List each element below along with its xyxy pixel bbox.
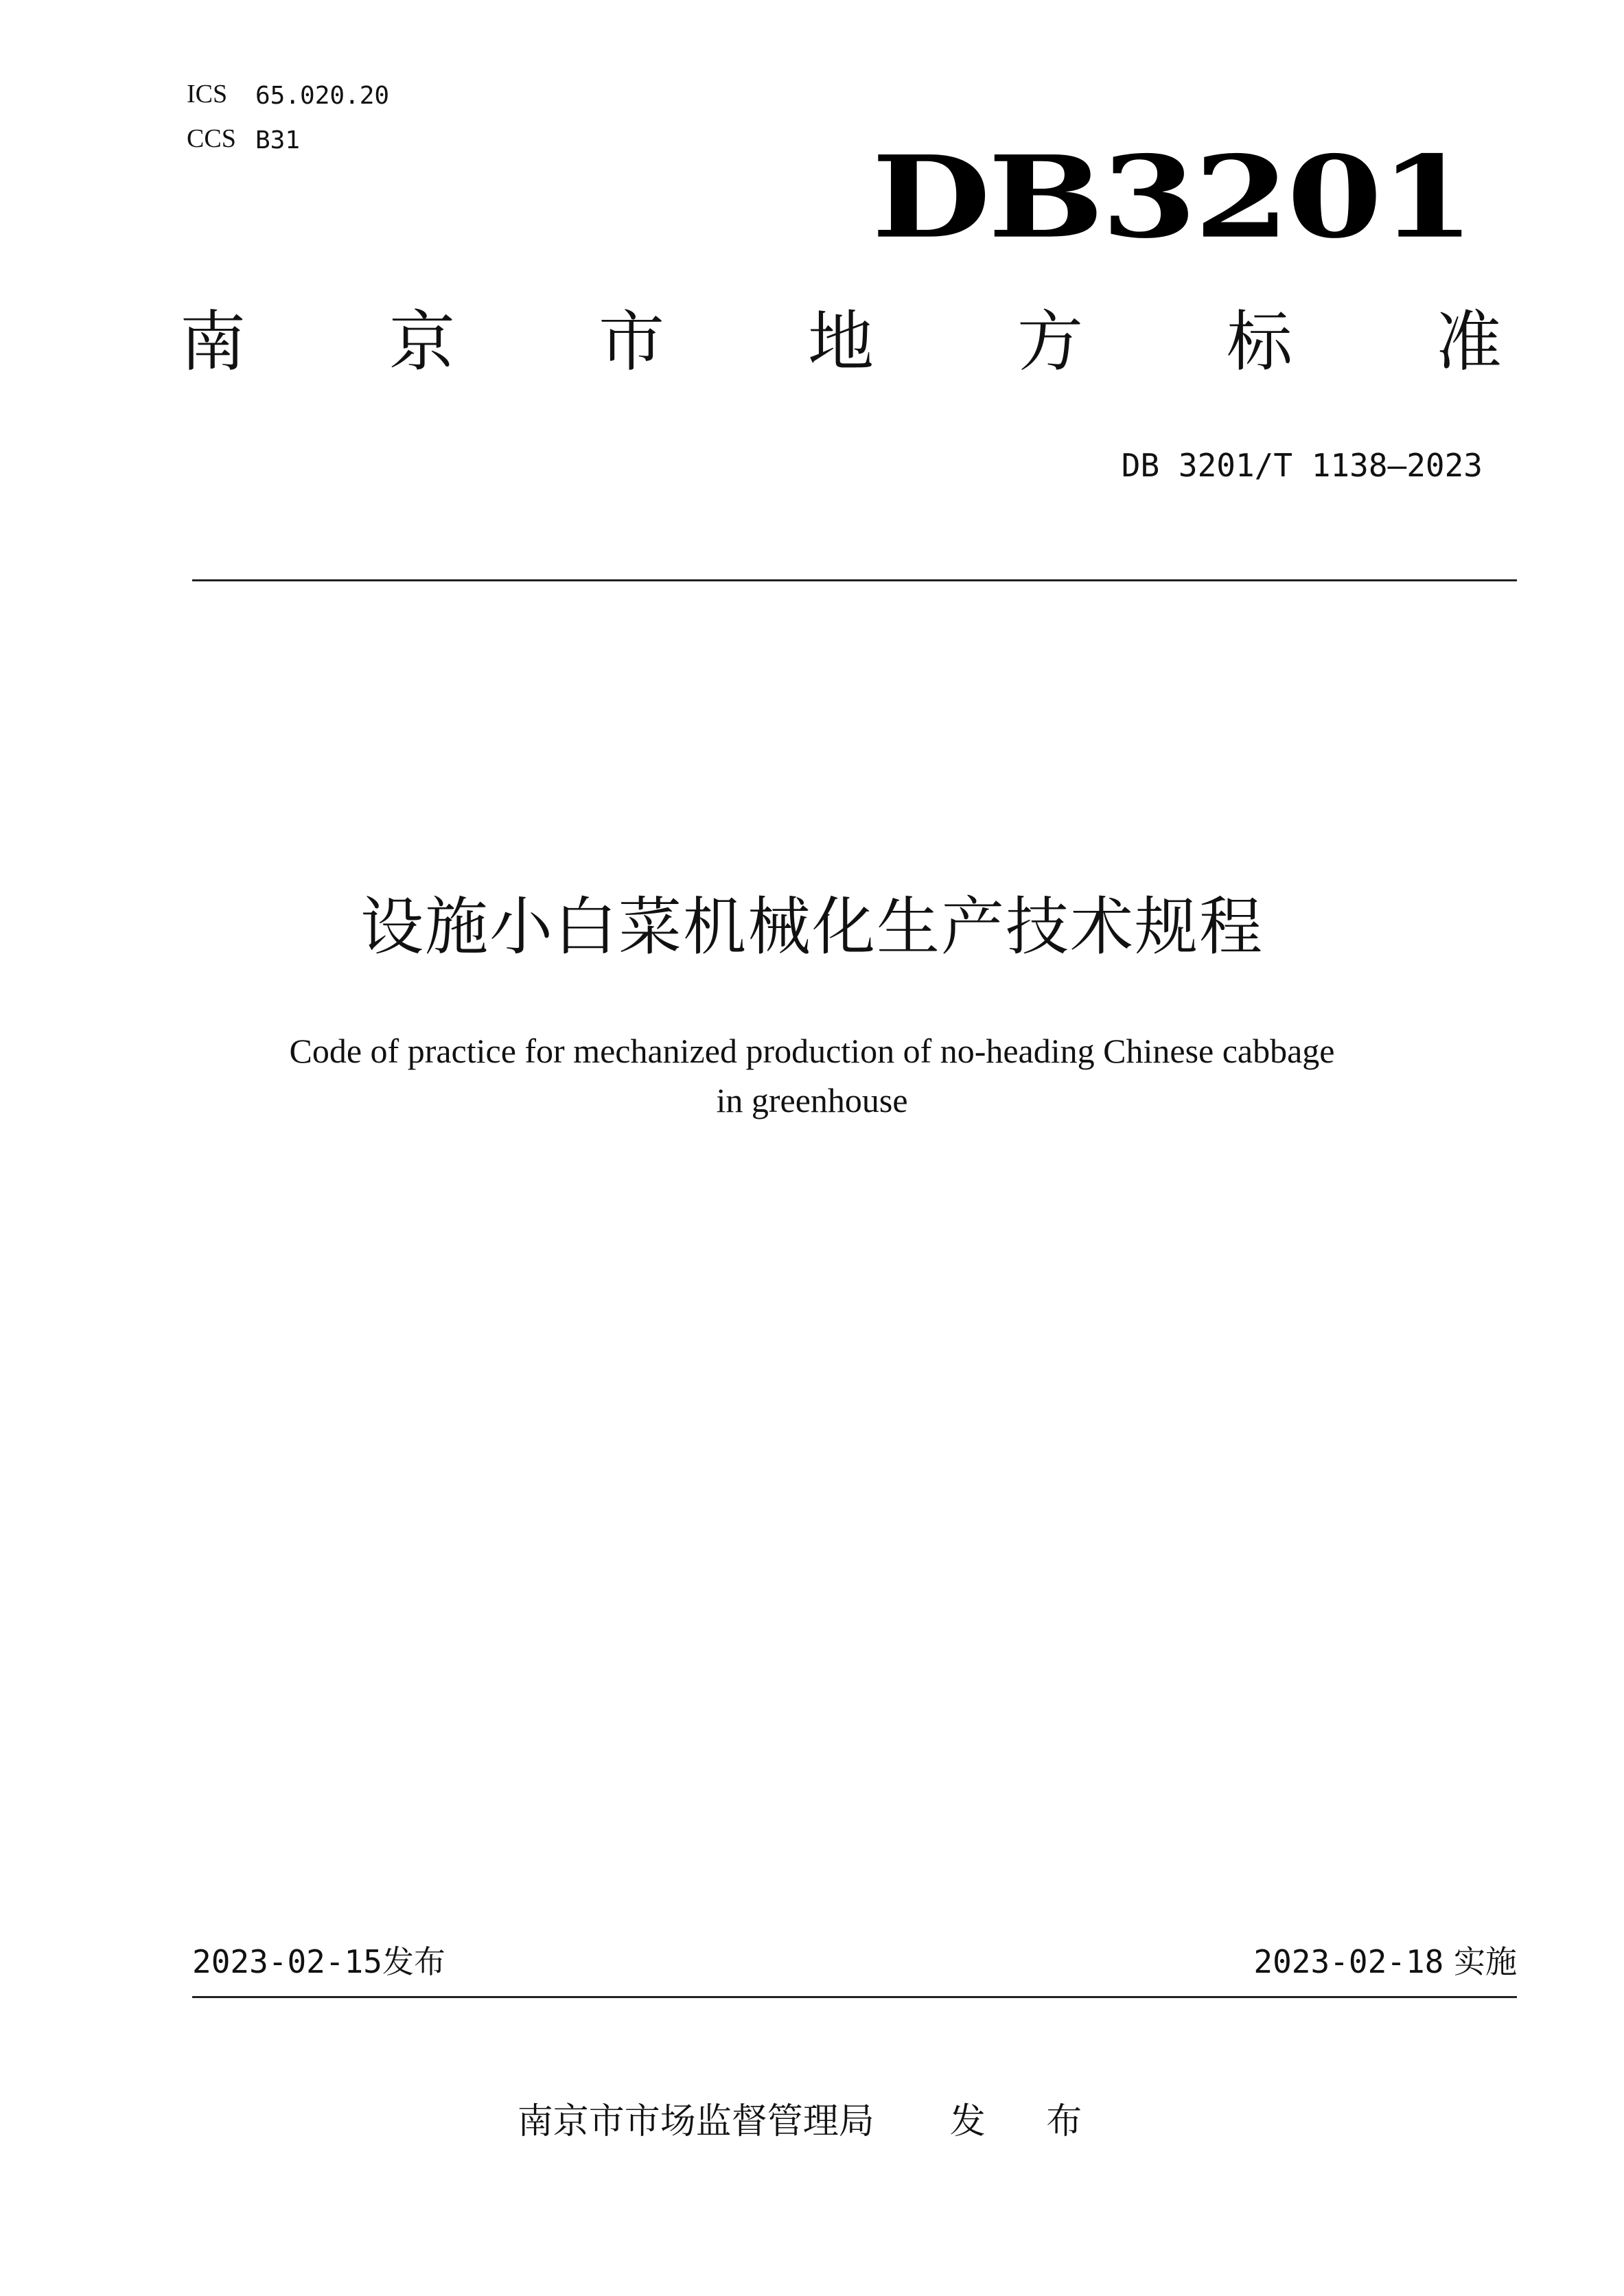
standard-type-char: 市 (599, 303, 664, 380)
release-label: 发布 (382, 1943, 445, 1980)
document-title-english-line: in greenhouse (716, 1081, 908, 1120)
bottom-divider (192, 1996, 1517, 1998)
publisher-name: 南京市市场监督管理局 (517, 2101, 874, 2142)
release-date-block (192, 1943, 445, 1980)
standard-type-char: 京 (389, 303, 455, 380)
document-title-english (137, 1026, 1487, 1125)
standard-type-char: 准 (1436, 303, 1502, 380)
standard-type-char: 标 (1227, 303, 1292, 380)
release-date: 2023-02-15 (192, 1943, 382, 1980)
standard-type-char: 南 (180, 303, 246, 380)
standard-number: DB 3201/T 1138—2023 (1121, 447, 1483, 484)
db-code-mark: DB3201 (872, 131, 1473, 264)
effective-label: 实施 (1454, 1943, 1517, 1980)
publisher-action: 发 布 (949, 2101, 1107, 2142)
document-title-chinese: 设施小白菜机械化生产技术规程 (360, 890, 1264, 964)
ics-code: 65.020.20 (255, 82, 390, 110)
effective-date-block (1071, 1943, 1517, 1980)
standard-type-title (180, 303, 1502, 380)
document-title-english-line: Code of practice for mechanized production of no-heading Chinese cabbage (289, 1032, 1335, 1070)
ics-label: ICS (187, 80, 228, 108)
ccs-code: B31 (255, 126, 301, 154)
standard-type-char: 地 (808, 303, 874, 380)
top-divider (192, 579, 1517, 581)
ccs-label: CCS (187, 124, 236, 153)
effective-date: 2023-02-18 (1253, 1943, 1444, 1980)
standard-type-char: 方 (1017, 303, 1083, 380)
publisher-line (0, 2101, 1624, 2142)
